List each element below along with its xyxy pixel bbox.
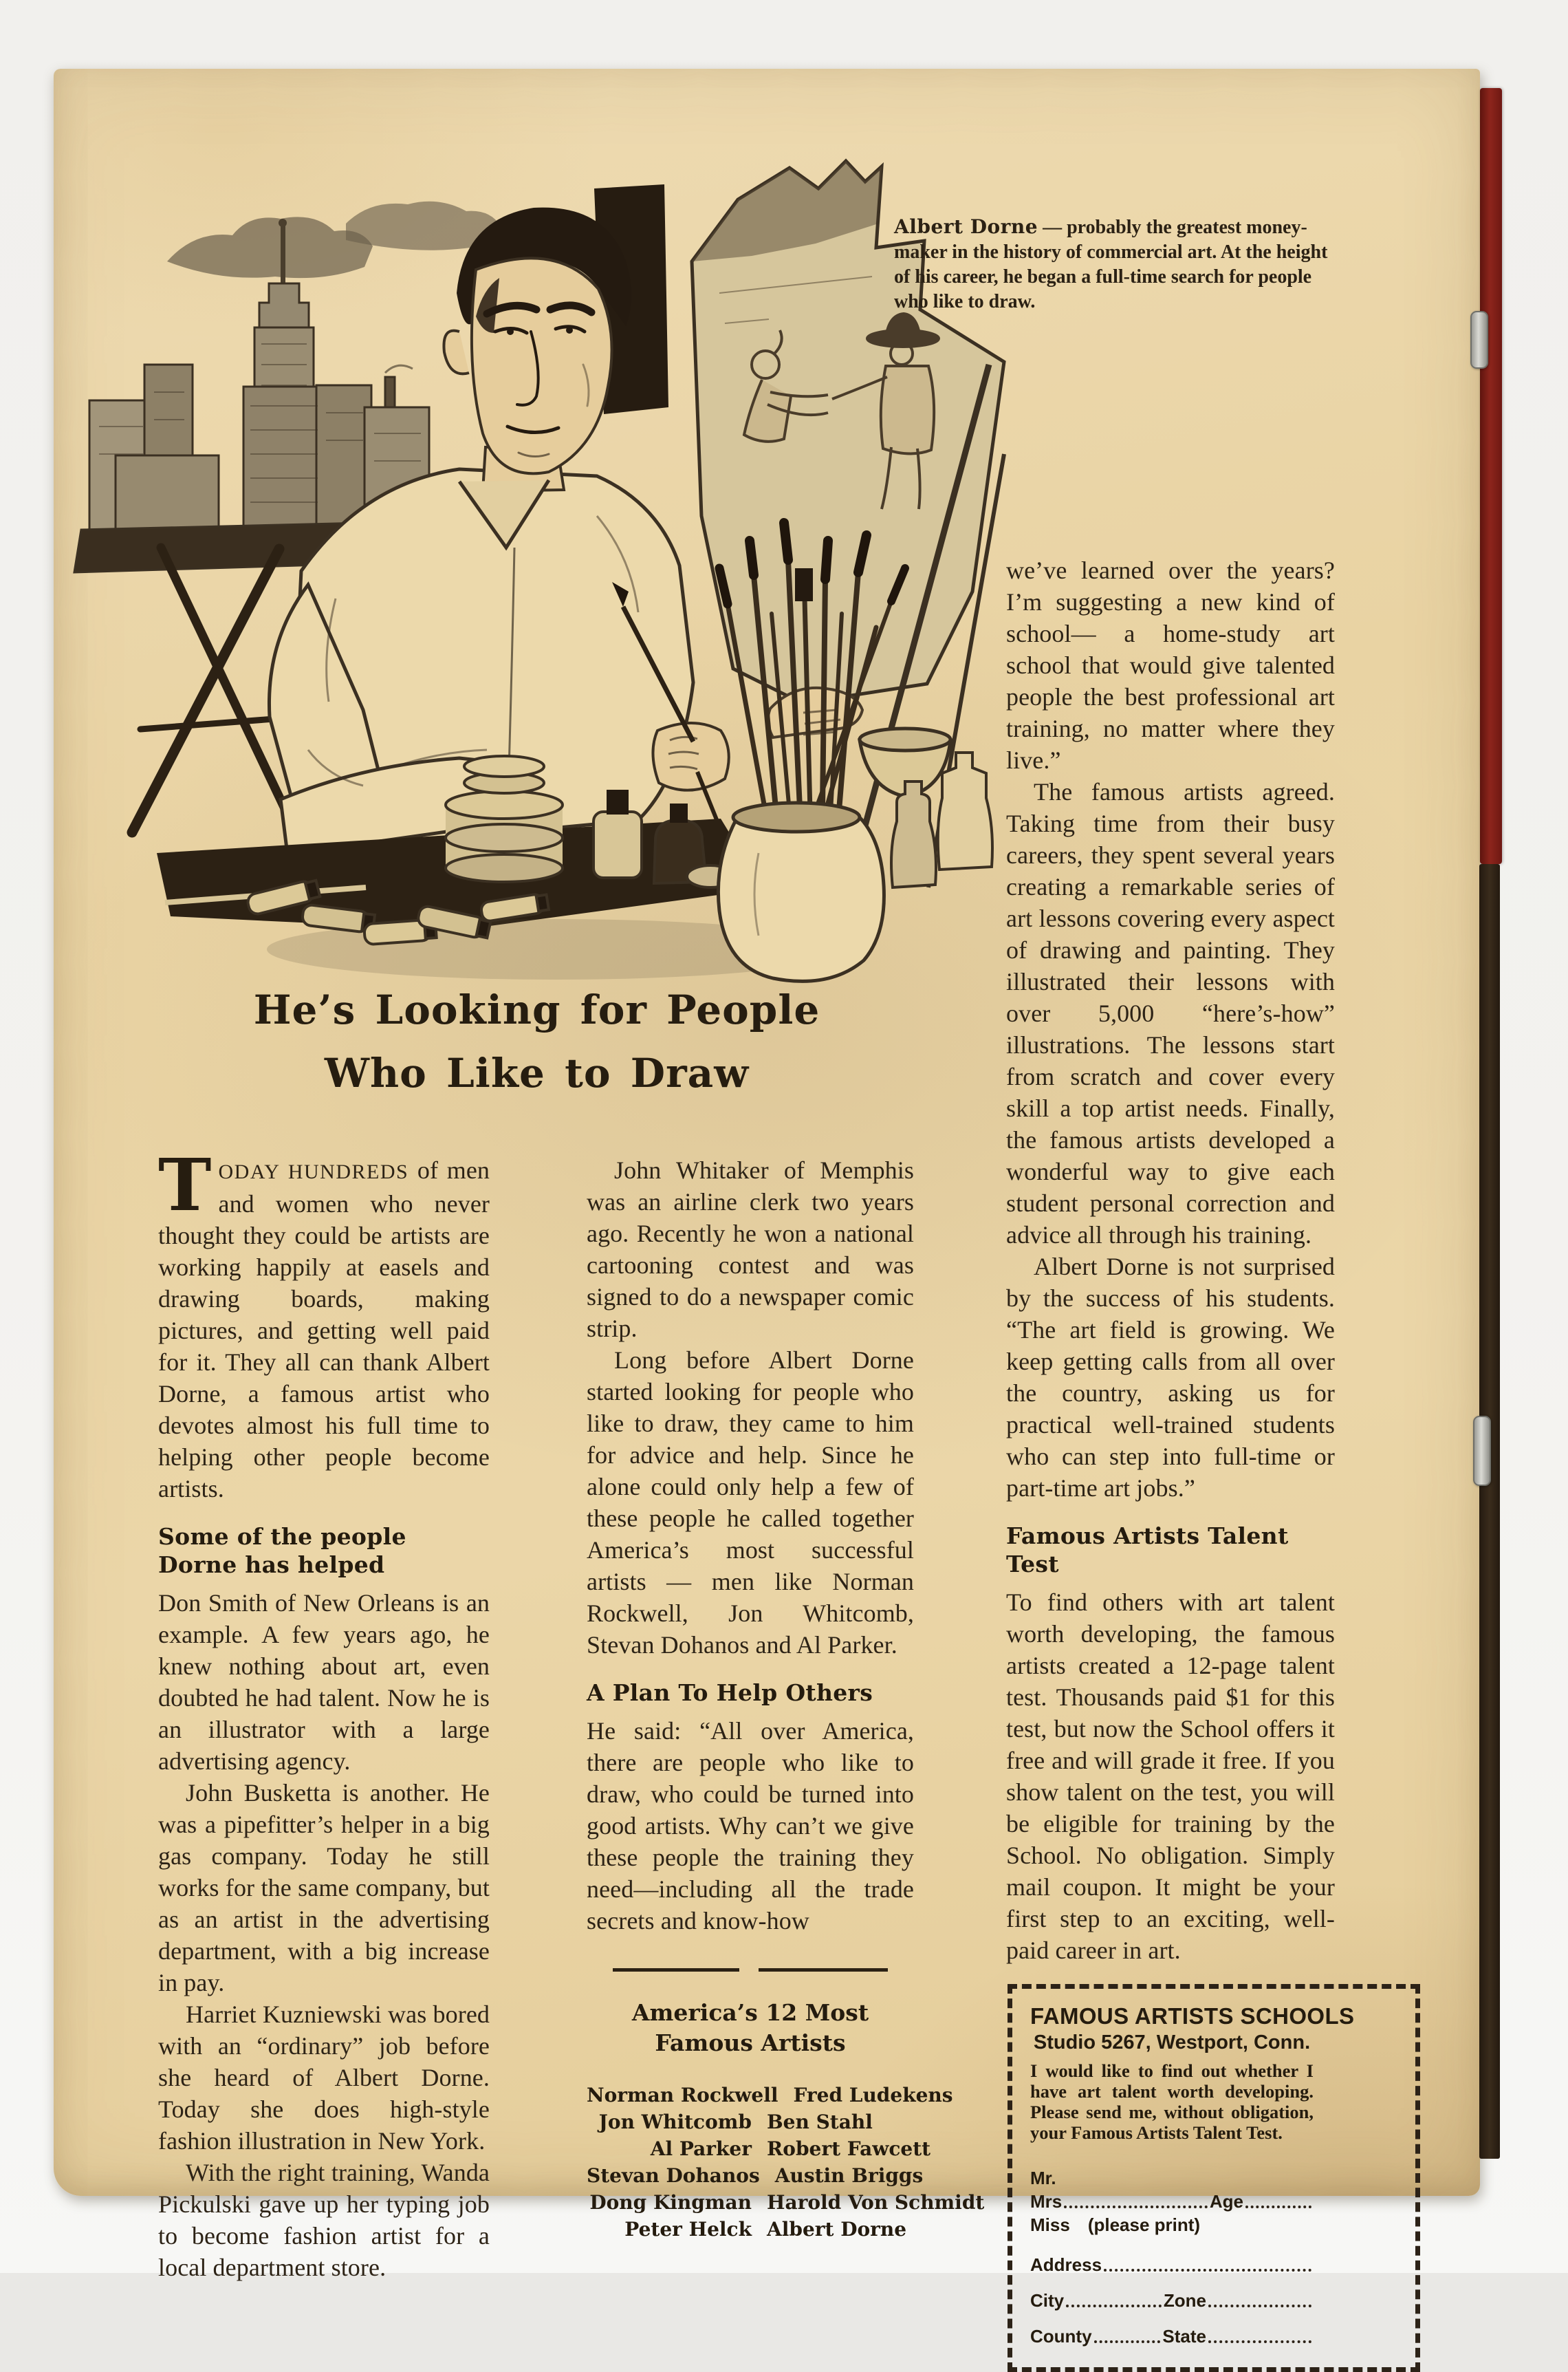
- artist-name: Stevan Dohanos: [587, 2164, 760, 2187]
- coupon-form: [1030, 2166, 1314, 2348]
- famous-artists-list: [587, 2082, 985, 2243]
- subheading-line: Dorne has helped: [158, 1551, 385, 1578]
- artist-row: [587, 2189, 985, 2216]
- field-miss: [1030, 2213, 1314, 2236]
- comic-spine-dark-edge: [1479, 864, 1500, 2159]
- artist-row: [587, 2135, 931, 2162]
- headline-line1: He’s Looking for People: [253, 986, 820, 1033]
- list-title-line: Famous Artists: [655, 2029, 846, 2056]
- print-note: (please print): [1087, 2214, 1201, 2235]
- headline-line2: Who Like to Draw: [324, 1050, 750, 1097]
- paragraph: John Busketta is another. He was a pipefitter’s helper in a big gas company. Today he still works for the same company, but as an artist in the advertising department, with a big increase in pay.: [158, 1779, 490, 1996]
- artist-name: Austin Briggs: [774, 2164, 924, 2187]
- field-label: Miss: [1030, 2214, 1070, 2235]
- comic-spine-red-edge: [1480, 88, 1502, 864]
- field-label: City: [1030, 2290, 1065, 2311]
- artist-name: Al Parker: [650, 2137, 752, 2160]
- paragraph: To find others with art talent worth developing, the famous artists created a 12-page talent test. Thousands paid $1 for this test, but now the School offers it free and will grade it free. If you show talent on the test, you will be eligible for training by the School. No obligation. Simply mail coupon. It might be your first step to an exciting, well-paid career in art.: [1006, 1588, 1335, 1964]
- artist-row: [587, 2162, 924, 2189]
- dotted-line: [1208, 2340, 1311, 2343]
- field-label: County: [1030, 2326, 1092, 2347]
- drop-cap: T: [158, 1143, 212, 1227]
- paragraph: He said: “All over America, there are people who like to draw, who could be turned into good artists. Why can’t we give these people the training they need—including all the trade secrets and know-how: [587, 1717, 914, 1934]
- photo-caption: [894, 215, 1340, 314]
- famous-artists-list-title: [587, 1998, 914, 2058]
- paragraph: [158, 1143, 490, 1505]
- column-3: [1006, 554, 1355, 2372]
- dotted-line: [1208, 2305, 1311, 2307]
- coupon-title: FAMOUS ARTISTS SCHOOLS: [1030, 2003, 1355, 2029]
- paragraph: we’ve learned over the years? I’m suggesting a new kind of school— a home-study art school that would give talented people the best professional art training, no matter where they live.”: [1006, 557, 1335, 774]
- coupon-address: Studio 5267, Westport, Conn.: [1033, 2031, 1311, 2053]
- ear: [444, 331, 469, 374]
- paragraph-text: of men and women who never thought they could be artists are working happily at easels and drawing boards, making pictures, and getting well paid for it. They all can thank Albert Dorne, a famous artist who devotes almost his full time to helping other people become artists.: [158, 1156, 490, 1502]
- paragraph: Don Smith of New Orleans is an example. A few years ago, he knew nothing about art, even doubted he had talent. Now he is an illustrator with a large advertising agency.: [158, 1589, 490, 1775]
- column-1: [158, 1143, 490, 2283]
- magazine-page: [54, 69, 1480, 2347]
- paragraph: The famous artists agreed. Taking time from their busy careers, they spent several years creating a remarkable series of art lessons covering every aspect of drawing and painting. They illustrated their lessons with over 5,000 “here’s-how” illustrations. The lessons start from scratch and cover every skill a top artist needs. Finally, the famous artists developed a wonderful way to give each student personal correction and advice all through his training.: [1006, 778, 1335, 1249]
- dotted-line: [1064, 2206, 1208, 2208]
- dotted-line: [1104, 2269, 1311, 2272]
- artist-name: Fred Ludekens: [793, 2084, 953, 2106]
- field-address: [1030, 2253, 1314, 2276]
- field-label: Address: [1030, 2254, 1102, 2275]
- cloud: [167, 217, 373, 278]
- artist-name: Jon Whitcomb: [598, 2111, 752, 2133]
- paragraph: John Whitaker of Memphis was an airline clerk two years ago. Recently he won a national cartooning contest and was signed to do a newspaper comic strip.: [587, 1156, 914, 1342]
- staple-top: [1470, 311, 1488, 369]
- headline: [157, 978, 917, 1105]
- column-2: [587, 1154, 985, 2243]
- paragraph: Long before Albert Dorne started looking for people who like to draw, they came to him for advice and help. Since he alone could only help a few of these people he called together America’s most successful artists — men like Norman Rockwell, Jon Whitcomb, Stevan Dohanos and Al Parker.: [587, 1346, 914, 1659]
- field-mrs-age: [1030, 2190, 1314, 2213]
- field-label: State: [1162, 2326, 1206, 2347]
- subheading-plan-to-help: A Plan To Help Others: [587, 1679, 873, 1706]
- subheading-talent-test: Famous Artists Talent Test: [1006, 1522, 1289, 1577]
- artist-name: Harold Von Schmidt: [767, 2191, 985, 2214]
- paragraph: Harriet Kuzniewski was bored with an “ordinary” job before she heard of Albert Dorne. Today she does high-style fashion illustration in New York.: [158, 2001, 490, 2155]
- rule-divider: [613, 1968, 888, 1972]
- paragraph: Albert Dorne is not surprised by the success of his students. “The art field is growing. We keep getting calls from all over the country, asking us for practical well-trained students who can step into full-time or part-time art jobs.”: [1006, 1253, 1335, 1502]
- paragraph: With the right training, Wanda Pickulski gave up her typing job to become fashion artist for a local department store.: [158, 2159, 490, 2281]
- dotted-line: [1245, 2206, 1311, 2208]
- caption-text: — probably the greatest money-maker in the history of commercial art. At the height of his career, he began a full-time search for people who like to draw.: [894, 217, 1328, 312]
- caption-lead: Albert Dorne: [894, 215, 1038, 238]
- lead-smallcaps: ODAY HUNDREDS: [218, 1161, 409, 1183]
- artist-name: Ben Stahl: [767, 2111, 873, 2133]
- artist-row: [587, 2216, 914, 2243]
- field-label: Mr.: [1030, 2168, 1056, 2188]
- coupon: [1008, 1984, 1420, 2372]
- artist-name: Norman Rockwell: [587, 2084, 778, 2106]
- field-label: Age: [1209, 2191, 1243, 2212]
- artist-row: [587, 2082, 953, 2109]
- dotted-line: [1094, 2340, 1161, 2343]
- staple-bottom: [1473, 1416, 1491, 1486]
- artist-row: [587, 2109, 914, 2135]
- subheading-people-helped: [158, 1522, 490, 1579]
- dorne-illustration: [74, 158, 1010, 984]
- subheading-line: Some of the people: [158, 1523, 406, 1550]
- field-label: Zone: [1163, 2290, 1206, 2311]
- field-mr: [1030, 2166, 1314, 2190]
- illustration-svg: [74, 158, 1010, 984]
- dotted-line: [1066, 2305, 1162, 2307]
- coupon-body: I would like to find out whether I have art talent worth developing. Please send me, without obligation, your Famous Artists Talent Test.: [1030, 2060, 1314, 2143]
- artist-name: Robert Fawcett: [767, 2137, 931, 2160]
- field-label: Mrs: [1030, 2191, 1063, 2212]
- list-title-line: America’s 12 Most: [631, 1999, 869, 2026]
- artist-name: Dong Kingman: [589, 2191, 752, 2214]
- field-city-zone: [1030, 2289, 1314, 2312]
- field-county-state: [1030, 2325, 1314, 2348]
- artist-name: Peter Helck: [624, 2218, 752, 2241]
- artist-name: Albert Dorne: [767, 2218, 907, 2241]
